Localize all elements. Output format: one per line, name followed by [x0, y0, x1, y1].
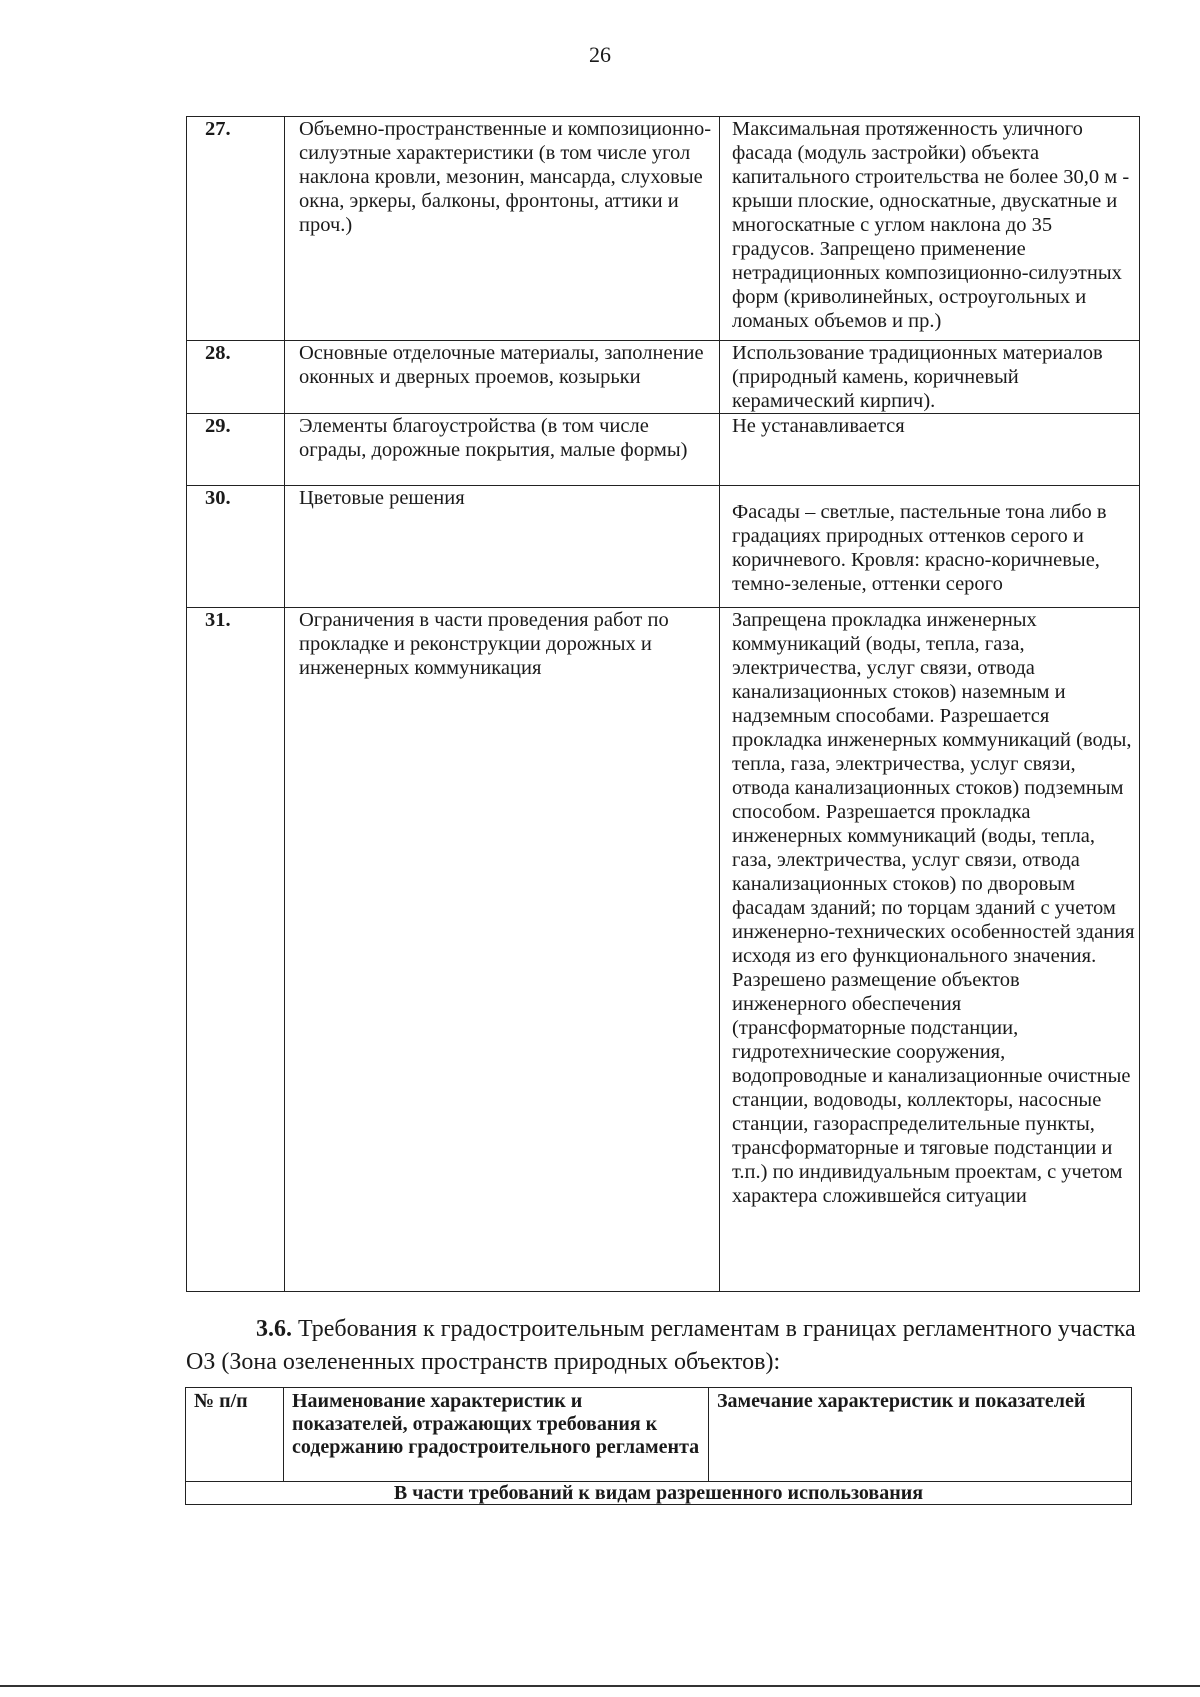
zone-requirements-table [185, 1387, 1132, 1505]
row-number: 31. [187, 608, 285, 1292]
row-number: 29. [187, 414, 285, 486]
table-row [187, 341, 1140, 414]
characteristic-name: Объемно-пространственные и композиционно-силуэтные характеристики (в том числе угол наклона кровли, мезонин, мансарда, слуховые окна, эркеры, балконы, фронтоны, аттики и проч.) [285, 117, 720, 341]
table-row [187, 414, 1140, 486]
page-bottom-edge [0, 1685, 1200, 1687]
row-number: 28. [187, 341, 285, 414]
characteristic-value [720, 608, 1140, 1292]
value-paragraph: Запрещена прокладка инженерных коммуникаций (воды, тепла, газа, электричества, услуг связи, отвода канализационных стоков) наземным и надземным способами. Разрешается прокладка инженерных коммуникаций (воды, тепла, газа, электричества, услуг связи, отвода канализационных стоков) подземным способом. Разрешается прокладка инженерных коммуникаций (воды, тепла, газа, электричества, услуг связи, отвода канализационных стоков) по дворовым фасадам зданий; по торцам зданий с учетом инженерно-технических особенностей здания исходя из его функционального значения. [732, 609, 1135, 967]
table-row [187, 486, 1140, 608]
table-subheader-row [186, 1482, 1132, 1505]
column-header-name: Наименование характеристик и показателей, отражающих требования к содержанию градостроительного регламента [284, 1388, 709, 1482]
section-number: 3.6. [256, 1316, 292, 1342]
row-number: 30. [187, 486, 285, 608]
table-header-row [186, 1388, 1132, 1482]
characteristic-value: Максимальная протяженность уличного фасада (модуль застройки) объекта капитального строительства не более 30,0 м - крыши плоские, односкатные, двускатные и многоскатные с углом наклона до 35 градусов. Запрещено применение нетрадиционных композиционно-силуэтных форм (криволинейных, остроугольных и ломаных объемов и пр.) [720, 117, 1140, 341]
page-number: 26 [589, 42, 611, 67]
row-number: 27. [187, 117, 285, 341]
characteristic-value: Использование традиционных материалов (природный камень, коричневый керамический кирпич). [720, 341, 1140, 414]
table-row [187, 608, 1140, 1292]
table-row [187, 117, 1140, 341]
requirements-table [186, 116, 1140, 1292]
characteristic-value: Фасады – светлые, пастельные тона либо в градациях природных оттенков серого и коричневого. Кровля: красно-коричневые, темно-зеленые, оттенки серого [720, 486, 1140, 608]
characteristic-name: Цветовые решения [285, 486, 720, 608]
characteristic-name: Элементы благоустройства (в том числе ограды, дорожные покрытия, малые формы) [285, 414, 720, 486]
column-header-number: № п/п [186, 1388, 284, 1482]
characteristic-name: Ограничения в части проведения работ по прокладке и реконструкции дорожных и инженерных коммуникация [285, 608, 720, 1292]
column-header-remark: Замечание характеристик и показателей [709, 1388, 1132, 1482]
characteristic-value: Не устанавливается [720, 414, 1140, 486]
section-text: Требования к градостроительным регламентам в границах регламентного участка ОЗ (Зона озелененных пространств природных объектов): [186, 1316, 1136, 1375]
section-heading [186, 1313, 1136, 1379]
characteristic-name: Основные отделочные материалы, заполнение оконных и дверных проемов, козырьки [285, 341, 720, 414]
value-paragraph: Разрешено размещение объектов инженерного обеспечения (трансформаторные подстанции, гидротехнические сооружения, водопроводные и канализационные очистные станции, водоводы, коллекторы, насосные станции, газораспределительные пункты, трансформаторные и тяговые подстанции и т.п.) по индивидуальным проектам, с учетом характера сложившейся ситуации [732, 969, 1131, 1207]
subheader-cell: В части требований к видам разрешенного использования [186, 1482, 1132, 1505]
